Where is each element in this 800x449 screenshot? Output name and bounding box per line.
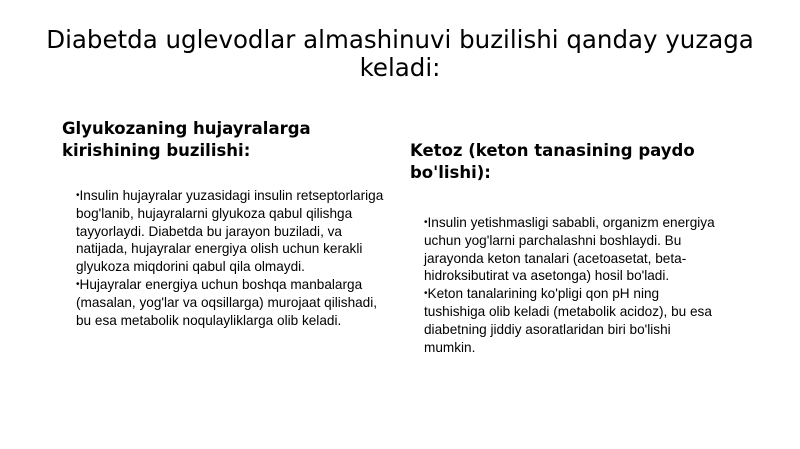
bullet-icon: • — [424, 217, 428, 228]
left-bullet-list — [76, 187, 386, 329]
bullet-text: Insulin yetishmasligi sababli, organizm energiya uchun yog'larni parchalashni boshlaydi. Bu jarayonda keton tanalari (acetoasetat, beta-hidroksibutirat va asetonga) hosil bo'ladi. — [424, 215, 715, 284]
right-column-heading: Ketoz (keton tanasining paydo bo'lishi): — [410, 141, 695, 182]
bullet-icon: • — [76, 278, 80, 290]
right-bullet-item-2 — [424, 285, 724, 356]
bullet-text: Keton tanalarining ko'pligi qon pH ning tushishiga olib keladi (metabolik acidoz), bu esa diabetning jiddiy asoratlaridan biri bo'lishi mumkin. — [424, 286, 712, 355]
left-bullet-item-1 — [76, 187, 386, 276]
slide-title: Diabetda uglevodlar almashinuvi buzilishi qanday yuzaga keladi: — [46, 25, 754, 82]
left-column-heading: Glyukozaning hujayralarga kirishining buzilishi: — [62, 119, 311, 160]
bullet-icon: • — [76, 190, 80, 201]
bullet-text: Insulin hujayralar yuzasidagi insulin retseptorlariga bog'lanib, hujayralarni glyukoza qabul qilishga tayyorlaydi. Diabetda bu jarayon buziladi, va natijada, hujayralar energiya olish uchun kerakli glyukoza miqdorini qabul qila olmaydi. — [76, 188, 384, 275]
right-bullet-list — [424, 214, 724, 356]
left-bullet-item-2 — [76, 276, 386, 329]
bullet-text: Hujayralar energiya uchun boshqa manbalarga (masalan, yog'lar va oqsillarga) murojaat qilishadi, bu esa metabolik noqulayliklarga olib keladi. — [76, 276, 378, 328]
bullet-icon: • — [424, 288, 428, 300]
right-bullet-item-1 — [424, 214, 724, 285]
